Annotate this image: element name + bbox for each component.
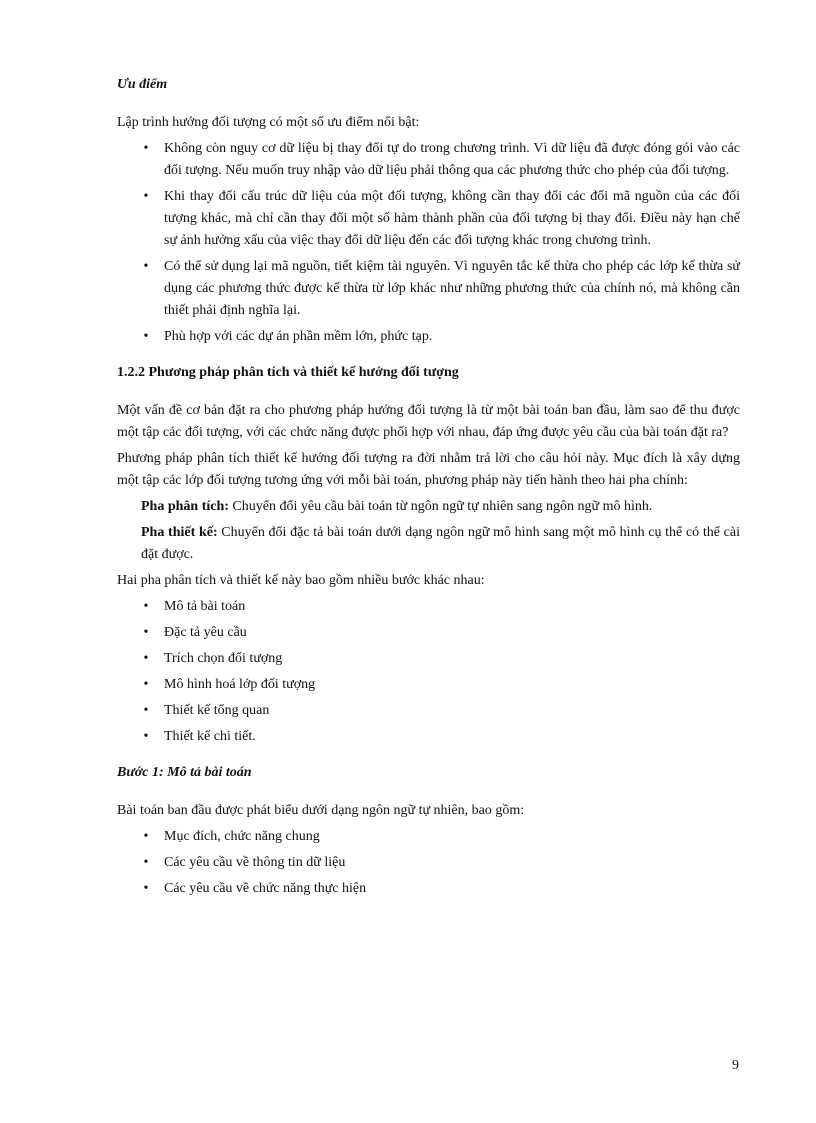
section-paragraph-2: Phương pháp phân tích thiết kế hướng đối tượng ra đời nhằm trả lời cho câu hỏi này. Mục đích là xây dựng một tập các lớp đối tượng tương ứng với mỗi bài toán, phương pháp này tiến hành theo hai pha chính: <box>117 451 740 488</box>
phase-analysis-text: Chuyển đổi yêu cầu bài toán từ ngôn ngữ tự nhiên sang ngôn ngữ mô hình. <box>228 499 653 514</box>
list-item <box>117 326 740 348</box>
list-item-text: Thiết kế chi tiết. <box>164 729 256 744</box>
phase-analysis <box>117 496 740 518</box>
list-item <box>117 674 740 696</box>
steps-list <box>117 596 740 748</box>
list-item <box>117 256 740 322</box>
list-item <box>117 596 740 618</box>
list-item <box>117 648 740 670</box>
step1-list <box>117 826 740 900</box>
list-item-text: Mô tả bài toán <box>164 599 246 614</box>
advantages-list <box>117 138 740 348</box>
phase-analysis-label: Pha phân tích: <box>141 499 229 514</box>
list-item <box>117 826 740 848</box>
step1-heading: Bước 1: Mô tả bài toán <box>117 765 252 780</box>
list-item-text: Các yêu cầu về chức năng thực hiện <box>164 881 367 896</box>
list-item <box>117 622 740 644</box>
list-item-text: Trích chọn đối tượng <box>164 651 283 666</box>
list-item <box>117 186 740 252</box>
bullet-icon: • <box>143 259 149 274</box>
list-item <box>117 878 740 900</box>
bullet-icon: • <box>143 599 149 614</box>
step1-intro: Bài toán ban đầu được phát biểu dưới dạng ngôn ngữ tự nhiên, bao gồm: <box>117 803 525 818</box>
page-number: 9 <box>732 1058 739 1073</box>
bullet-icon: • <box>143 625 149 640</box>
list-item-text: Khi thay đổi cấu trúc dữ liệu của một đối tượng, không cần thay đổi các đổi mã nguồn của các đối tượng khác, mà chỉ cần thay đổi một số hàm thành phần của đối tượng bị thay đổi. Điều này hạn chế sự ảnh hưởng xấu của việc thay đổi dữ liệu đến các đối tượng khác trong chương trình. <box>164 189 740 248</box>
list-item-text: Không còn nguy cơ dữ liệu bị thay đổi tự do trong chương trình. Vì dữ liệu đã được đóng gói vào các đối tượng. Nếu muốn truy nhập vào dữ liệu phải thông qua các phương thức cho phép của đối tượng. <box>164 141 740 178</box>
list-item <box>117 138 740 182</box>
advantages-intro: Lập trình hướng đối tượng có một số ưu điểm nổi bật: <box>117 115 420 130</box>
list-item <box>117 700 740 722</box>
bullet-icon: • <box>143 881 149 896</box>
section-paragraph-1: Một vấn đề cơ bản đặt ra cho phương pháp hướng đối tượng là từ một bài toán ban đầu, làm sao để thu được một tập các đối tượng, với các chức năng được phối hợp với nhau, đáp ứng được yêu cầu của bài toán đặt ra? <box>117 403 740 440</box>
phase-design-label: Pha thiết kế: <box>141 525 218 540</box>
bullet-icon: • <box>143 329 149 344</box>
phase-design <box>117 522 740 566</box>
list-item <box>117 852 740 874</box>
page-content <box>117 74 740 908</box>
list-item-text: Các yêu cầu về thông tin dữ liệu <box>164 855 346 870</box>
list-item-text: Phù hợp với các dự án phần mềm lớn, phức tạp. <box>164 329 433 344</box>
bullet-icon: • <box>143 651 149 666</box>
list-item-text: Có thể sử dụng lại mã nguồn, tiết kiệm tài nguyên. Vì nguyên tắc kế thừa cho phép các lớp kế thừa sử dụng các phương thức được kế thừa từ lớp khác như những phương thức của chính nó, mà không cần thiết phải định nghĩa lại. <box>164 259 740 318</box>
bullet-icon: • <box>143 677 149 692</box>
bullet-icon: • <box>143 141 149 156</box>
bullet-icon: • <box>143 189 149 204</box>
bullet-icon: • <box>143 729 149 744</box>
bullet-icon: • <box>143 855 149 870</box>
bullet-icon: • <box>143 829 149 844</box>
list-item-text: Thiết kế tổng quan <box>164 703 270 718</box>
steps-intro: Hai pha phân tích và thiết kế này bao gồm nhiều bước khác nhau: <box>117 573 485 588</box>
section-title: 1.2.2 Phương pháp phân tích và thiết kế hướng đối tượng <box>117 365 459 380</box>
list-item-text: Đặc tả yêu cầu <box>164 625 247 640</box>
list-item <box>117 726 740 748</box>
list-item-text: Mục đích, chức năng chung <box>164 829 320 844</box>
phase-design-text: Chuyển đổi đặc tả bài toán dưới dạng ngôn ngữ mô hình sang một mô hình cụ thể có thể cài đặt được. <box>141 525 740 562</box>
advantages-heading: Ưu điểm <box>117 77 168 92</box>
bullet-icon: • <box>143 703 149 718</box>
list-item-text: Mô hình hoá lớp đối tượng <box>164 677 316 692</box>
